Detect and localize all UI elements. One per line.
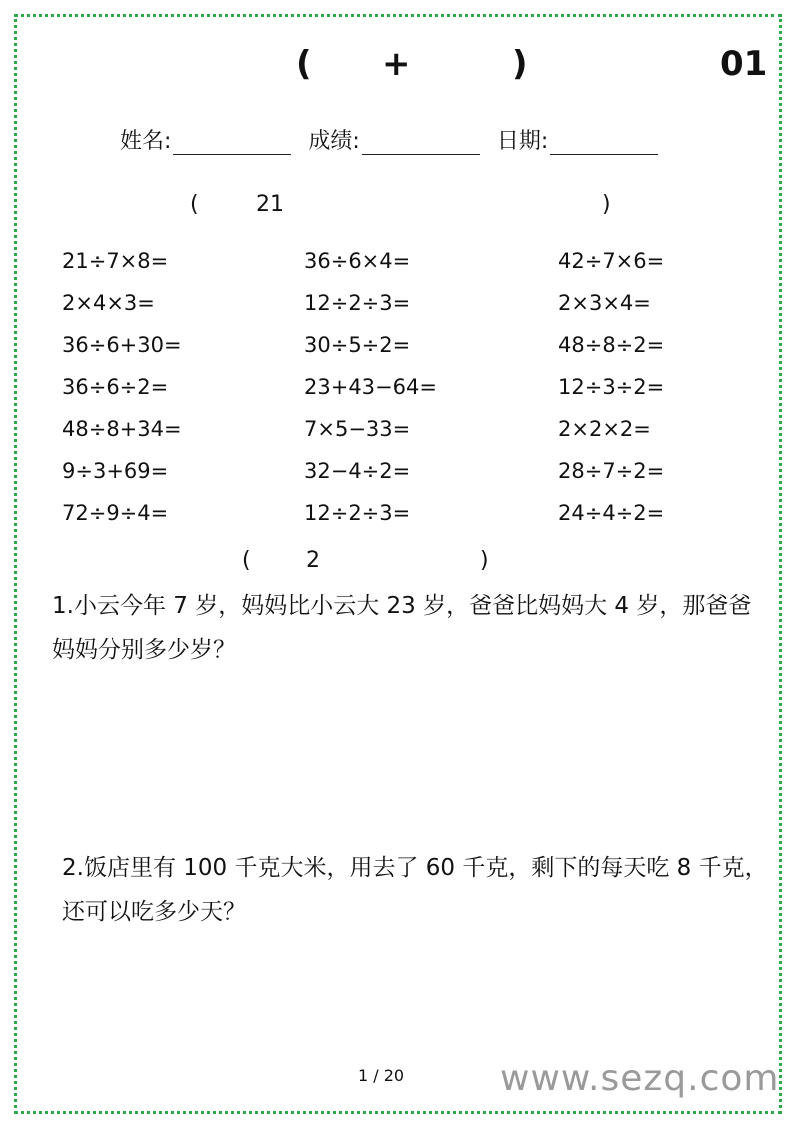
question-item: 24÷4÷2= — [558, 501, 665, 525]
page-number: 1 / 20 — [358, 1066, 405, 1085]
date-blank[interactable] — [550, 132, 658, 155]
name-blank[interactable] — [173, 132, 291, 155]
question-item: 28÷7÷2= — [558, 459, 665, 483]
section1-open-paren: ( — [190, 192, 199, 217]
question-item: 36÷6÷2= — [62, 375, 169, 399]
question-item: 7×5−33= — [304, 417, 411, 441]
question-item: 2×2×2= — [558, 417, 651, 441]
title-open-paren: ( — [296, 44, 312, 84]
question-item: 12÷2÷3= — [304, 291, 411, 315]
question-item: 36÷6×4= — [304, 249, 411, 273]
question-item: 30÷5÷2= — [304, 333, 411, 357]
section2-close-paren: ) — [480, 548, 489, 573]
question-item: 23+43−64= — [304, 375, 437, 399]
question-item: 48÷8÷2= — [558, 333, 665, 357]
question-item: 32−4÷2= — [304, 459, 411, 483]
sheet-code: 01 — [720, 44, 768, 84]
question-item: 36÷6+30= — [62, 333, 182, 357]
question-item: 48÷8+34= — [62, 417, 182, 441]
score-blank[interactable] — [362, 132, 480, 155]
section2-number: 2 — [306, 548, 320, 573]
question-item: 2×3×4= — [558, 291, 651, 315]
score-label: 成绩: — [308, 129, 360, 154]
section2-open-paren: ( — [242, 548, 251, 573]
question-item: 21÷7×8= — [62, 249, 169, 273]
name-label: 姓名: — [120, 129, 172, 154]
question-item: 2×4×3= — [62, 291, 155, 315]
title-close-paren: ) — [512, 44, 528, 84]
date-label: 日期: — [496, 129, 549, 154]
question-item: 72÷9÷4= — [62, 501, 169, 525]
watermark: www.sezq.com — [500, 1058, 780, 1099]
section1-close-paren: ) — [602, 192, 611, 217]
word-problem-2: 2.饭店里有 100 千克大米，用去了 60 千克，剩下的每天吃 8 千克，还可以吃多少天？ — [62, 855, 768, 925]
info-line — [120, 124, 658, 155]
word-problem-1: 1.小云今年 7 岁，妈妈比小云大 23 岁，爸爸比妈妈大 4 岁，那爸爸妈妈分别多少岁？ — [52, 593, 752, 663]
question-item: 12÷3÷2= — [558, 375, 665, 399]
question-item: 12÷2÷3= — [304, 501, 411, 525]
question-item: 42÷7×6= — [558, 249, 665, 273]
section1-number: 21 — [256, 192, 284, 217]
page-border — [14, 14, 782, 1114]
title-plus: + — [382, 44, 411, 84]
question-item: 9÷3+69= — [62, 459, 169, 483]
